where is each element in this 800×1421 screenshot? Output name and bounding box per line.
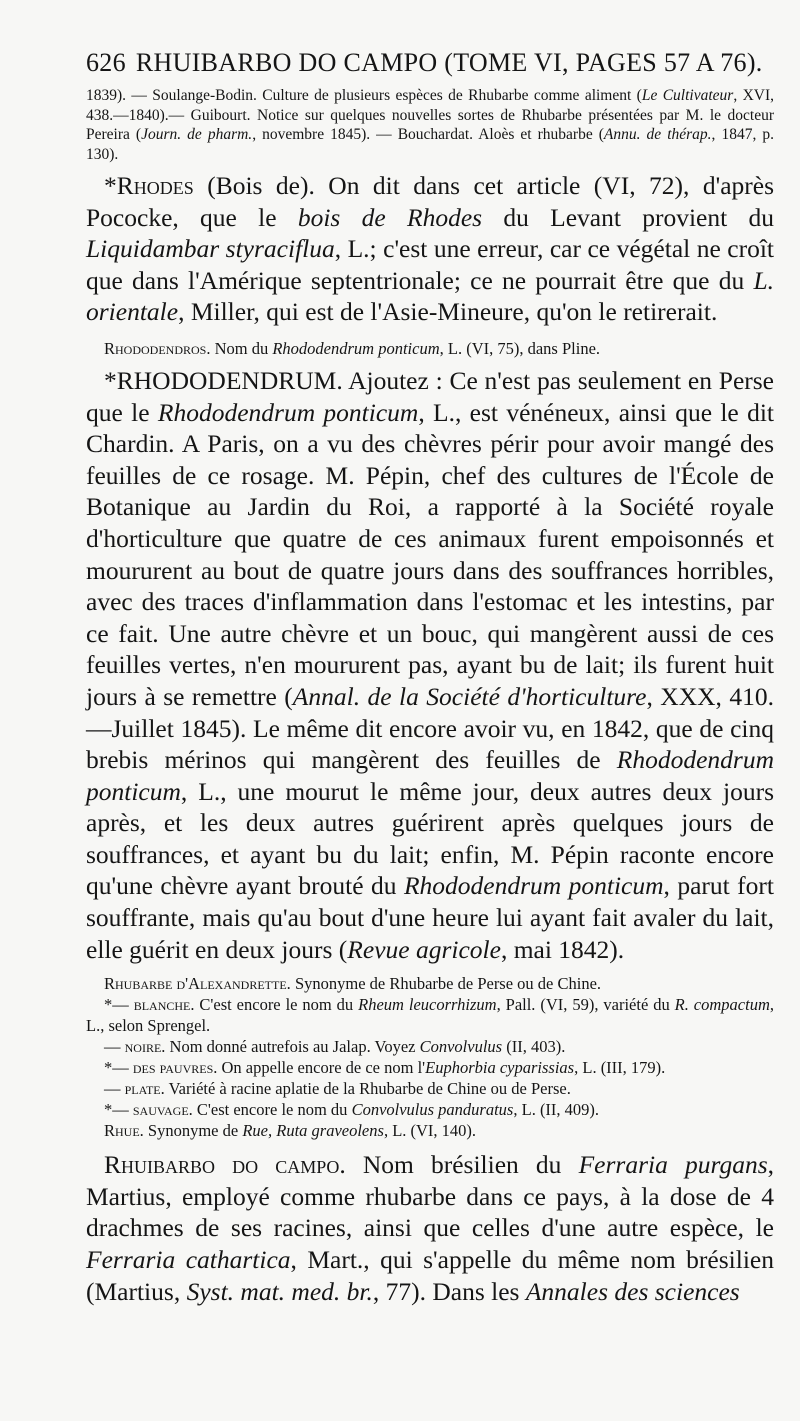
entry-headword: des pauvres. [132, 1058, 218, 1078]
entry-headword: Rhododendros. [104, 338, 211, 358]
running-title: RHUIBARBO DO CAMPO (TOME VI, PAGES 57 A 76). [135, 48, 763, 77]
entry-rhubarbe-blanche: *— blanche. C'est encore le nom du Rheum leucorrhizum, Pall. (VI, 59), variété du R. compactum, L., selon Sprengel. [86, 995, 774, 1036]
entry-rhuibarbo-do-campo: Rhuibarbo do campo. Nom brésilien du Ferraria purgans, Martius, employé comme rhubarbe dans ce pays, à la dose de 4 drachmes de ses racines, ainsi que celles d'une autre espèce, le Ferraria cathartica, Mart., qui s'appelle du même nom brésilien (Martius, Syst. mat. med. br., 77). Dans les Annales des sciences [86, 1150, 774, 1306]
page-number: 626 [86, 48, 126, 77]
entry-rhue: Rhue. Synonyme de Rue, Ruta graveolens, L. (VI, 140). [104, 1121, 477, 1141]
entry-headword: blanche. [133, 995, 195, 1015]
entry-headword: *RHODODENDRUM. [104, 365, 343, 395]
entry-headword: noire. [124, 1037, 166, 1057]
entry-rhododendrum: *RHODODENDRUM. Ajoutez : Ce n'est pas seulement en Perse que le Rhododendrum ponticum, L., est vénéneux, ainsi que le dit Chardin. A Paris, on a vu des chèvres périr pour avoir mangé des feuilles de ce rosage. M. Pépin, chef des cultures de l'École de Botanique au Jardin du Roi, a rapporté à la Société royale d'horticulture que quatre de ces animaux furent empoisonnés et moururent au bout de quatre jours dans des souffrances horribles, avec des traces d'inflammation dans l'estomac et les intestins, par ce fait. Une autre chèvre et un bouc, qui mangèrent aussi de ces feuilles vertes, n'en moururent pas, ayant bu de lait; ils furent huit jours à se remettre (Annal. de la Société d'horticulture, XXX, 410. —Juillet 1845). Le même dit encore avoir vu, en 1842, que de cinq brebis mérinos qui mangèrent des feuilles de Rhododendrum ponticum, L., une mourut le même jour, deux autres deux jours après, et les deux autres guérirent après quelques jours de souffrances, et ayant bu du lait; enfin, M. Pépin raconte encore qu'une chèvre ayant brouté du Rhododendrum ponticum, parut fort souffrante, mais qu'au bout d'une heure lui ayant fait avaler du lait, elle guérit en deux jours (Revue agricole, mai 1842). [86, 365, 774, 964]
entry-rhubarbe-noire: — noire. Nom donné autrefois au Jalap. Voyez Convolvulus (II, 403). [104, 1037, 566, 1057]
entry-rhodes: *Rhodes (Bois de). On dit dans cet article (VI, 72), d'après Pococke, que le bois de Rhodes du Levant provient du Liquidambar styraciflua, L.; c'est une erreur, car ce végétal ne croît que dans l'Amérique septentrionale; ce ne pourrait être que du L. orientale, Miller, qui est de l'Asie-Mineure, qu'on le retirerait. [86, 171, 774, 327]
running-head [86, 46, 774, 80]
entry-headword: Rhubarbe d'Alexandrette. [104, 974, 291, 994]
entry-headword: plate. [124, 1079, 165, 1099]
entry-rhubarbe-alexandrette: Rhubarbe d'Alexandrette. Synonyme de Rhubarbe de Perse ou de Chine. [104, 974, 602, 994]
entry-rhubarbe-plate: — plate. Variété à racine aplatie de la Rhubarbe de Chine ou de Perse. [104, 1079, 571, 1099]
entry-headword: sauvage. [132, 1100, 193, 1120]
entry-headword: Rhuibarbo do campo. [104, 1150, 346, 1180]
entry-rhododendros: Rhododendros. Nom du Rhododendrum ponticum, L. (VI, 75), dans Pline. [104, 338, 601, 358]
bibliography-continuation: 1839). — Soulange-Bodin. Culture de plusieurs espèces de Rhubarbe comme aliment (Le Cultivateur, XVI, 438.—1840).— Guibourt. Notice sur quelques nouvelles sortes de Rhubarbe présentées par M. le docteur Pereira (Journ. de pharm., novembre 1845). — Bouchardat. Aloès et rhubarbe (Annu. de thérap., 1847, p. 130). [86, 87, 774, 163]
entry-rhubarbe-sauvage: *— sauvage. C'est encore le nom du Convolvulus panduratus, L. (II, 409). [104, 1100, 600, 1120]
entry-headword: *Rhodes [104, 171, 194, 200]
entry-rhubarbe-des-pauvres: *— des pauvres. On appelle encore de ce nom l'Euphorbia cyparissias, L. (III, 179). [104, 1058, 666, 1078]
entry-headword: Rhue. [104, 1121, 144, 1141]
